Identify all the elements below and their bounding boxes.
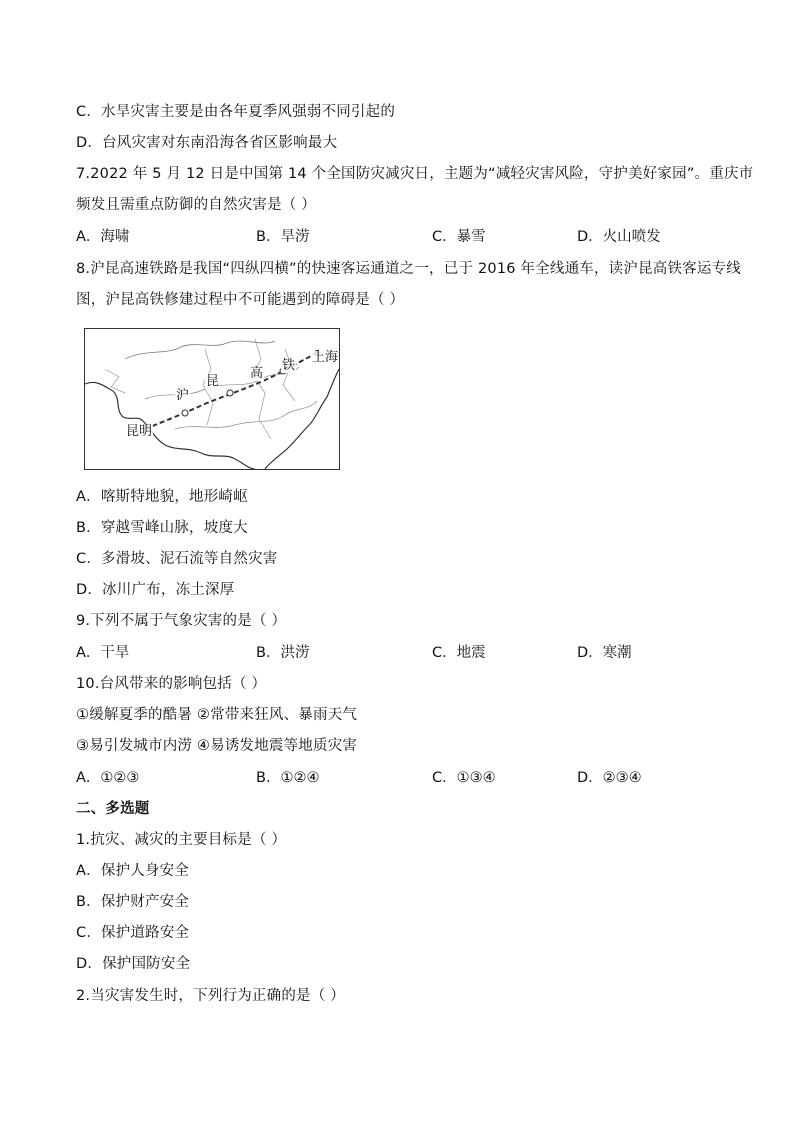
q10-option-b: B．①②④ bbox=[256, 770, 320, 786]
m1-stem: 1.抗灾、减灾的主要目标是（ ） bbox=[76, 832, 287, 848]
q10-option-c: C．①③④ bbox=[432, 770, 496, 786]
map-province-line bbox=[145, 367, 299, 399]
m1-option-b: B．保护财产安全 bbox=[76, 894, 190, 910]
q9-option-b: B．洪涝 bbox=[256, 645, 310, 661]
m1-option-c: C．保护道路安全 bbox=[76, 925, 190, 941]
q10-option-d: D．②③④ bbox=[577, 770, 642, 786]
q6-option-c: C．水旱灾害主要是由各年夏季风强弱不同引起的 bbox=[76, 104, 396, 120]
map-graphic bbox=[85, 329, 339, 469]
m1-option-a: A．保护人身安全 bbox=[76, 863, 190, 879]
q8-stem-line1: 8.沪昆高速铁路是我国“四纵四横”的快速客运通道之一，已于 2016 年全线通车，读沪昆高铁客运专线 bbox=[76, 261, 741, 277]
section-title: 二、多选题 bbox=[76, 801, 150, 817]
hukun-railway-map bbox=[84, 328, 340, 470]
q8-option-d: D．冰川广布，冻土深厚 bbox=[76, 582, 235, 598]
map-province-line-3 bbox=[105, 369, 125, 393]
map-province-line-2 bbox=[175, 401, 317, 429]
map-province-line-6 bbox=[283, 349, 295, 401]
map-river-line bbox=[125, 341, 275, 359]
map-label-shanghai: 上海 bbox=[312, 350, 339, 365]
q9-option-d: D．寒潮 bbox=[577, 645, 632, 661]
map-label-gao: 高 bbox=[250, 366, 264, 381]
q10-stem: 10.台风带来的影响包括（ ） bbox=[76, 676, 267, 692]
q7-stem-line2: 频发且需重点防御的自然灾害是（ ） bbox=[76, 197, 317, 213]
map-label-kun: 昆 bbox=[206, 374, 220, 389]
q7-option-b: B．旱涝 bbox=[256, 229, 310, 245]
map-label-tie: 铁 bbox=[282, 358, 296, 373]
map-label-kunming: 昆明 bbox=[126, 424, 153, 439]
q7-stem-line1: 7.2022 年 5 月 12 日是中国第 14 个全国防灾减灾日，主题为“减轻灾害风险，守护美好家园”。重庆市 bbox=[76, 166, 754, 182]
map-province-line-5 bbox=[253, 339, 271, 439]
q8-option-c: C．多滑坡、泥石流等自然灾害 bbox=[76, 551, 278, 567]
map-label-hu: 沪 bbox=[176, 388, 190, 403]
q10-statements-2: ③易引发城市内涝 ④易诱发地震等地质灾害 bbox=[76, 738, 358, 754]
q8-option-b: B．穿越雪峰山脉，坡度大 bbox=[76, 520, 248, 536]
map-coastline bbox=[265, 369, 339, 469]
q10-statements-1: ①缓解夏季的酷暑 ②常带来狂风、暴雨天气 bbox=[76, 707, 358, 723]
q8-stem-line2: 图，沪昆高铁修建过程中不可能遇到的障碍是（ ） bbox=[76, 292, 405, 308]
m2-stem: 2.当灾害发生时，下列行为正确的是（ ） bbox=[76, 988, 345, 1004]
city-marker bbox=[182, 410, 188, 416]
q6-option-d: D．台风灾害对东南沿海各省区影响最大 bbox=[76, 135, 338, 151]
q7-option-a: A．海啸 bbox=[76, 229, 130, 245]
city-marker-2 bbox=[227, 390, 233, 396]
m1-option-d: D．保护国防安全 bbox=[76, 956, 191, 972]
q9-stem: 9.下列不属于气象灾害的是（ ） bbox=[76, 613, 287, 629]
q7-option-c: C．暴雪 bbox=[432, 229, 486, 245]
q8-option-a: A．喀斯特地貌，地形崎岖 bbox=[76, 489, 248, 505]
q10-option-a: A．①②③ bbox=[76, 770, 140, 786]
q9-option-a: A．干旱 bbox=[76, 645, 130, 661]
q7-option-d: D．火山喷发 bbox=[577, 229, 661, 245]
q9-option-c: C．地震 bbox=[432, 645, 486, 661]
